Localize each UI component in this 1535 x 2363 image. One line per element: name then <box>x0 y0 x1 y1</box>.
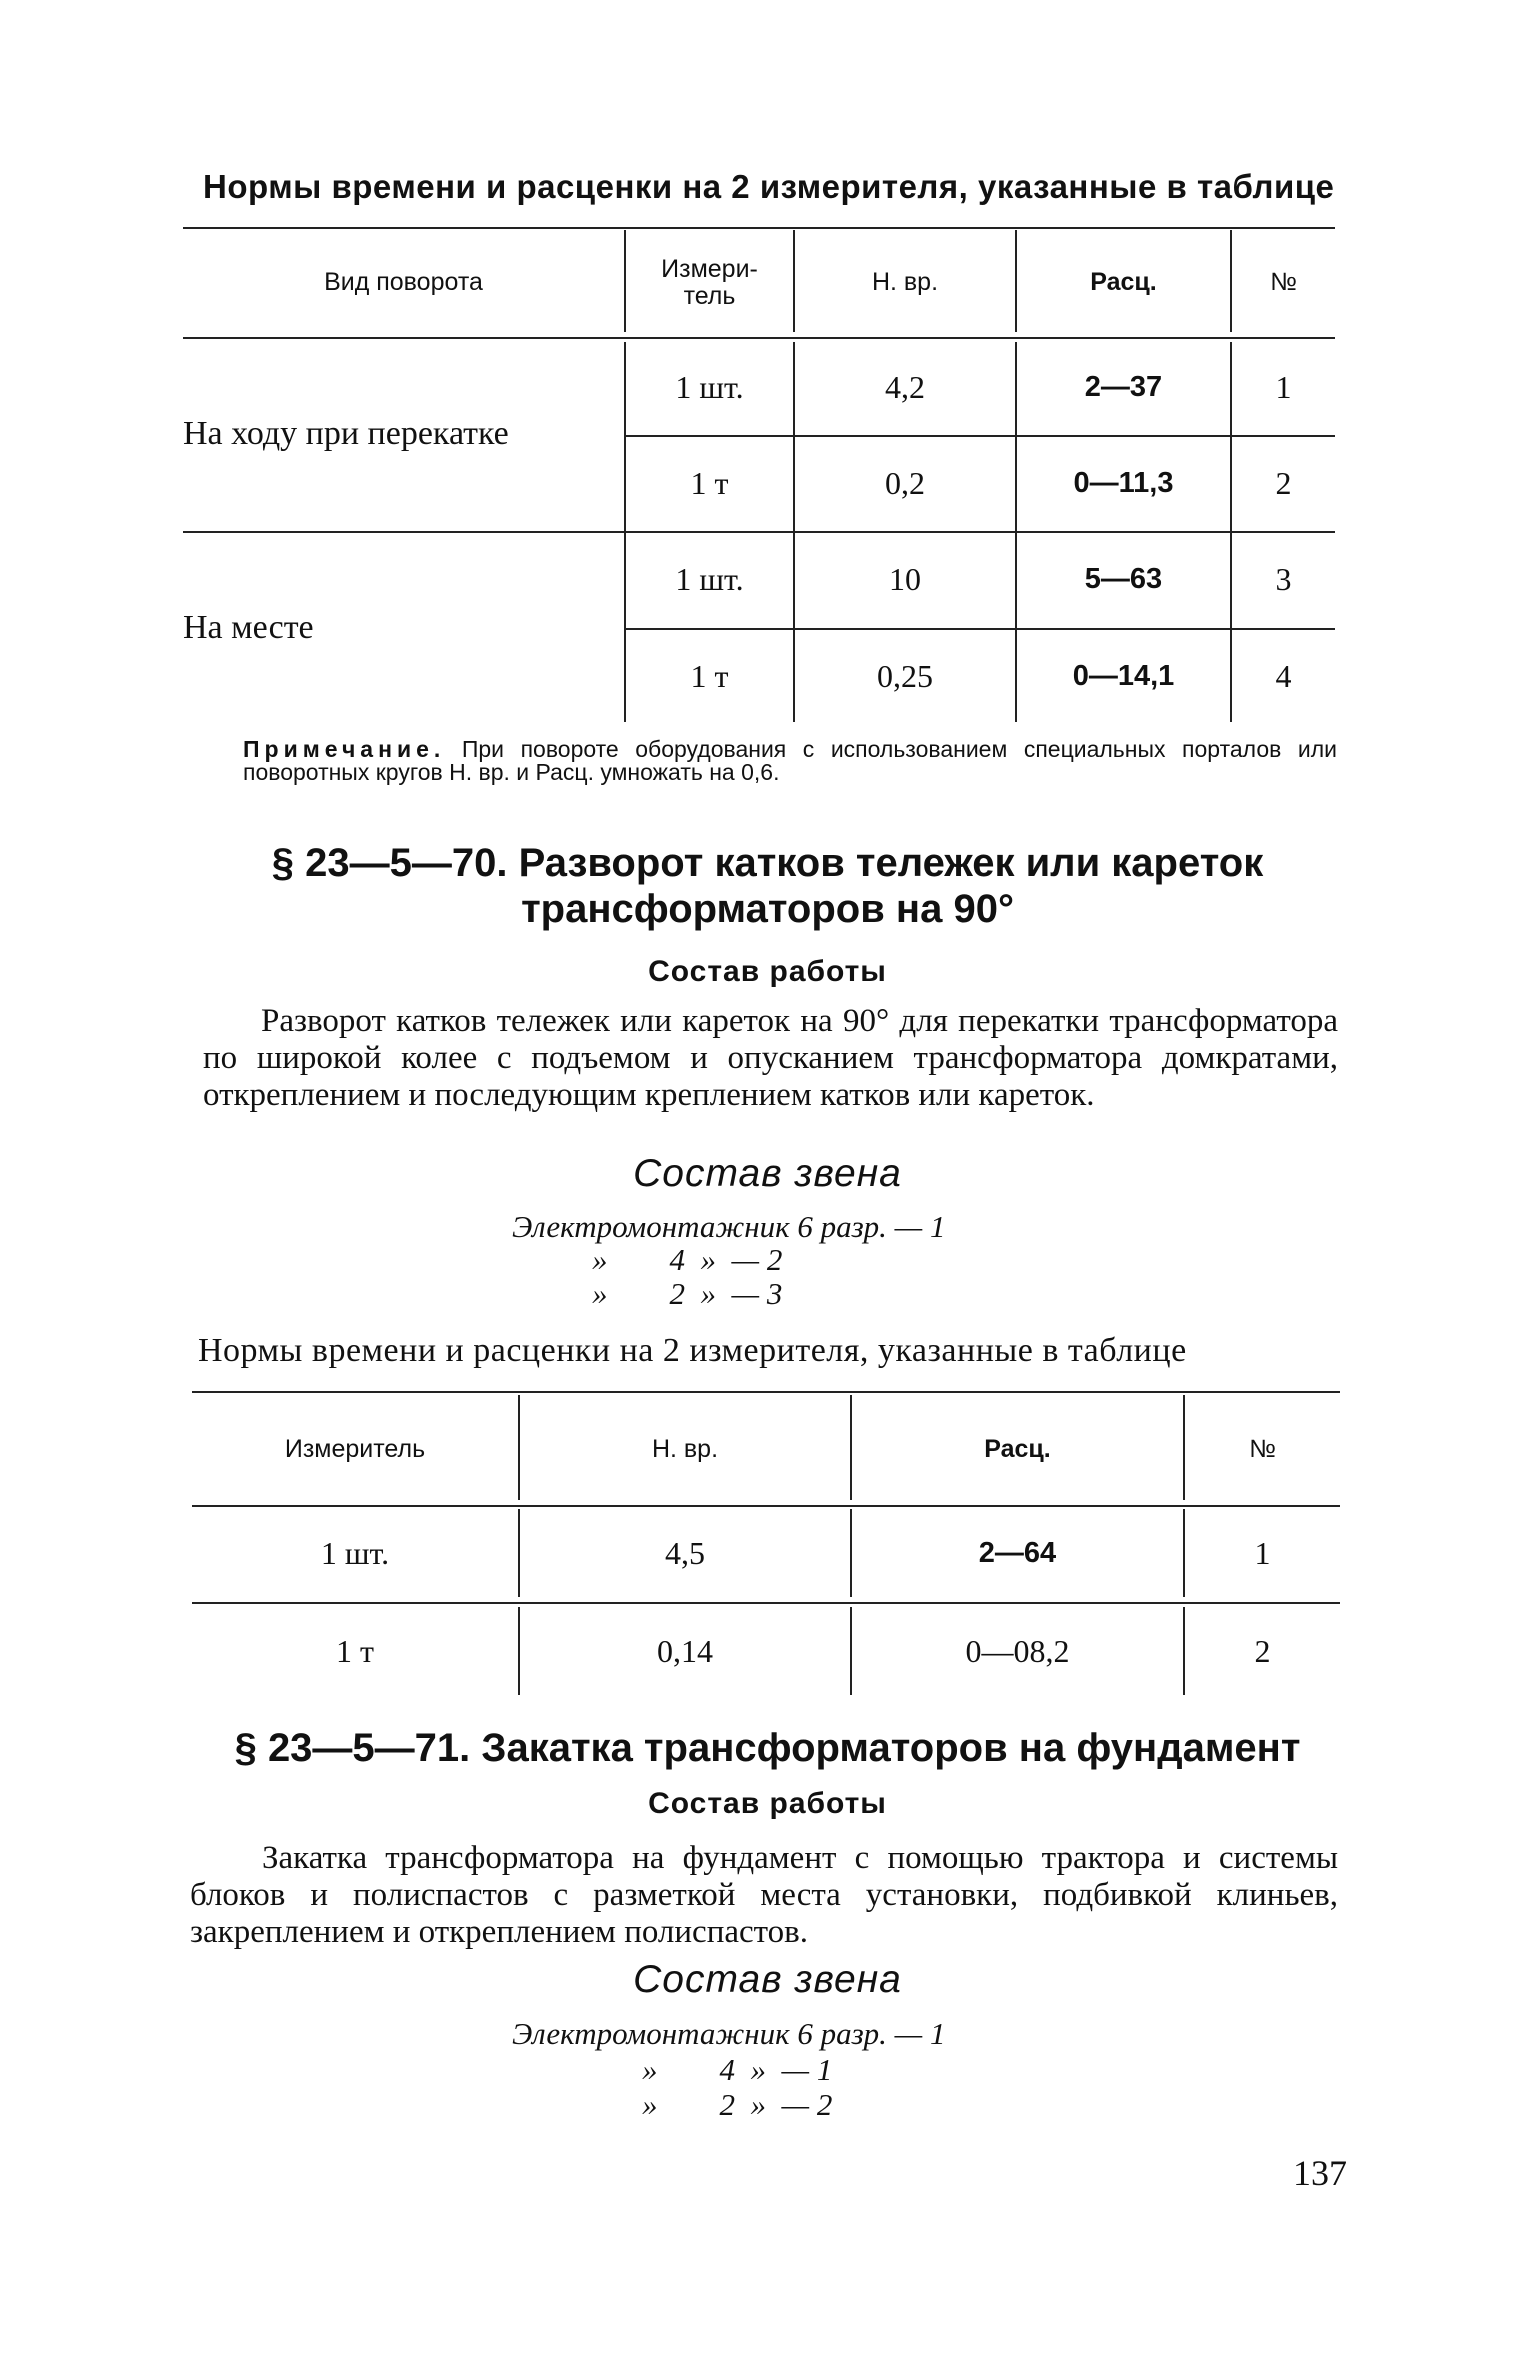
table1-cell-rate: 0—14,1 <box>1072 659 1175 692</box>
section70-heading-line1: § 23—5—70. Разворот катков тележек или кареток <box>271 841 1264 885</box>
table1-cell-number: 1 <box>1275 368 1292 405</box>
section71-crew-line: » 4 » — 1 <box>642 2052 833 2087</box>
table2-cell-unit: 1 т <box>336 1632 374 1669</box>
table1-cell-unit: 1 шт. <box>675 368 744 405</box>
table2-cell-time: 4,5 <box>665 1534 705 1571</box>
table1-cell-number: 3 <box>1275 560 1292 597</box>
page-number: 137 <box>1293 2153 1347 2193</box>
table1-group-rule <box>183 531 1335 533</box>
table1-cell-rate: 5—63 <box>1084 562 1163 595</box>
table1-cell-time: 0,25 <box>877 657 933 694</box>
table1-cell-rate: 0—11,3 <box>1073 466 1174 499</box>
table2-row-rule <box>192 1602 1340 1604</box>
table2-caption: Нормы времени и расценки на 2 измерителя, указанные в таблице <box>198 1332 1187 1369</box>
section70-heading <box>150 840 1385 932</box>
table2-cell-unit: 1 шт. <box>320 1534 390 1571</box>
note-text: При повороте оборудования с использованием специальных порталов или поворотных кругов Н. вр. и Расц. умножать на 0,6. <box>243 736 1337 785</box>
table1-cell-rate: 2—37 <box>1084 370 1163 403</box>
table1-header-rule <box>183 337 1335 339</box>
table2-header-rate: Расц. <box>984 1434 1051 1463</box>
table1-header-unit <box>626 230 793 335</box>
table1-header-type: Вид поворота <box>324 268 483 296</box>
table1-top-rule <box>183 227 1335 229</box>
table2-cell-number: 1 <box>1254 1534 1271 1571</box>
table1-header-number: № <box>1270 268 1297 296</box>
table2-cell-time: 0,14 <box>657 1632 713 1669</box>
table2-header-unit: Измеритель <box>284 1434 426 1463</box>
section71-crew-line: Электромонтажник 6 разр. — 1 <box>512 2016 946 2051</box>
section70-heading-line2: трансформаторов на 90° <box>521 887 1014 931</box>
table1-cell-number: 4 <box>1275 657 1292 694</box>
section70-work-text: Разворот катков тележек или кареток на 90° для перекатки трансформатора по широкой колее с подъемом и опусканием трансформатора домкратами, откреплением и последующим креплением катков или кареток. <box>203 1003 1338 1113</box>
table1-cell-time: 4,2 <box>885 368 925 405</box>
section71-work-title: Состав работы <box>648 1787 887 1820</box>
table1-note <box>243 738 1337 784</box>
table2-cell-number: 2 <box>1254 1632 1271 1669</box>
section71-work-text: Закатка трансформатора на фундамент с помощью трактора и системы блоков и полиспастов с разметкой места установки, подбивкой клиньев, закреплением и откреплением полиспастов. <box>190 1840 1338 1950</box>
section70-crew-line: » 2 » — 3 <box>592 1276 783 1311</box>
table1-cell-unit: 1 т <box>690 464 729 501</box>
table2-cell-rate: 2—64 <box>978 1536 1057 1569</box>
section70-crew-line: » 4 » — 2 <box>592 1242 783 1277</box>
section71-crew-line: » 2 » — 2 <box>642 2087 833 2122</box>
section70-work-title: Состав работы <box>648 955 887 988</box>
table1-cell-time: 10 <box>889 560 921 597</box>
table1-row-rule <box>624 435 1335 437</box>
table1-cell-number: 2 <box>1275 464 1292 501</box>
table1-cell-unit: 1 т <box>690 657 729 694</box>
section71-heading: § 23—5—71. Закатка трансформаторов на фундамент <box>234 1726 1301 1770</box>
table2-header-time: Н. вр. <box>651 1434 719 1463</box>
table2-header-rule <box>192 1505 1340 1507</box>
table1-row-rule <box>624 628 1335 630</box>
section71-crew-title: Состав звена <box>633 1958 902 2001</box>
table1-caption: Нормы времени и расценки на 2 измерителя, указанные в таблице <box>203 168 1335 205</box>
table1-header-unit-text: Измери-тель <box>661 254 758 310</box>
note-label: Примечание. <box>243 736 446 762</box>
table2-cell-rate: 0—08,2 <box>965 1632 1070 1669</box>
table1-group-name: На ходу при перекатке <box>183 415 509 452</box>
section70-crew-line: Электромонтажник 6 разр. — 1 <box>512 1209 946 1244</box>
section70-crew-title: Состав звена <box>633 1152 902 1195</box>
table1-group-name: На месте <box>183 609 314 646</box>
table1-header-time: Н. вр. <box>871 268 939 296</box>
table1-header-rate: Расц. <box>1090 268 1157 296</box>
table1-cell-time: 0,2 <box>885 464 925 501</box>
table2-header-number: № <box>1249 1434 1276 1463</box>
table1-cell-unit: 1 шт. <box>675 560 744 597</box>
table2-top-rule <box>192 1391 1340 1393</box>
